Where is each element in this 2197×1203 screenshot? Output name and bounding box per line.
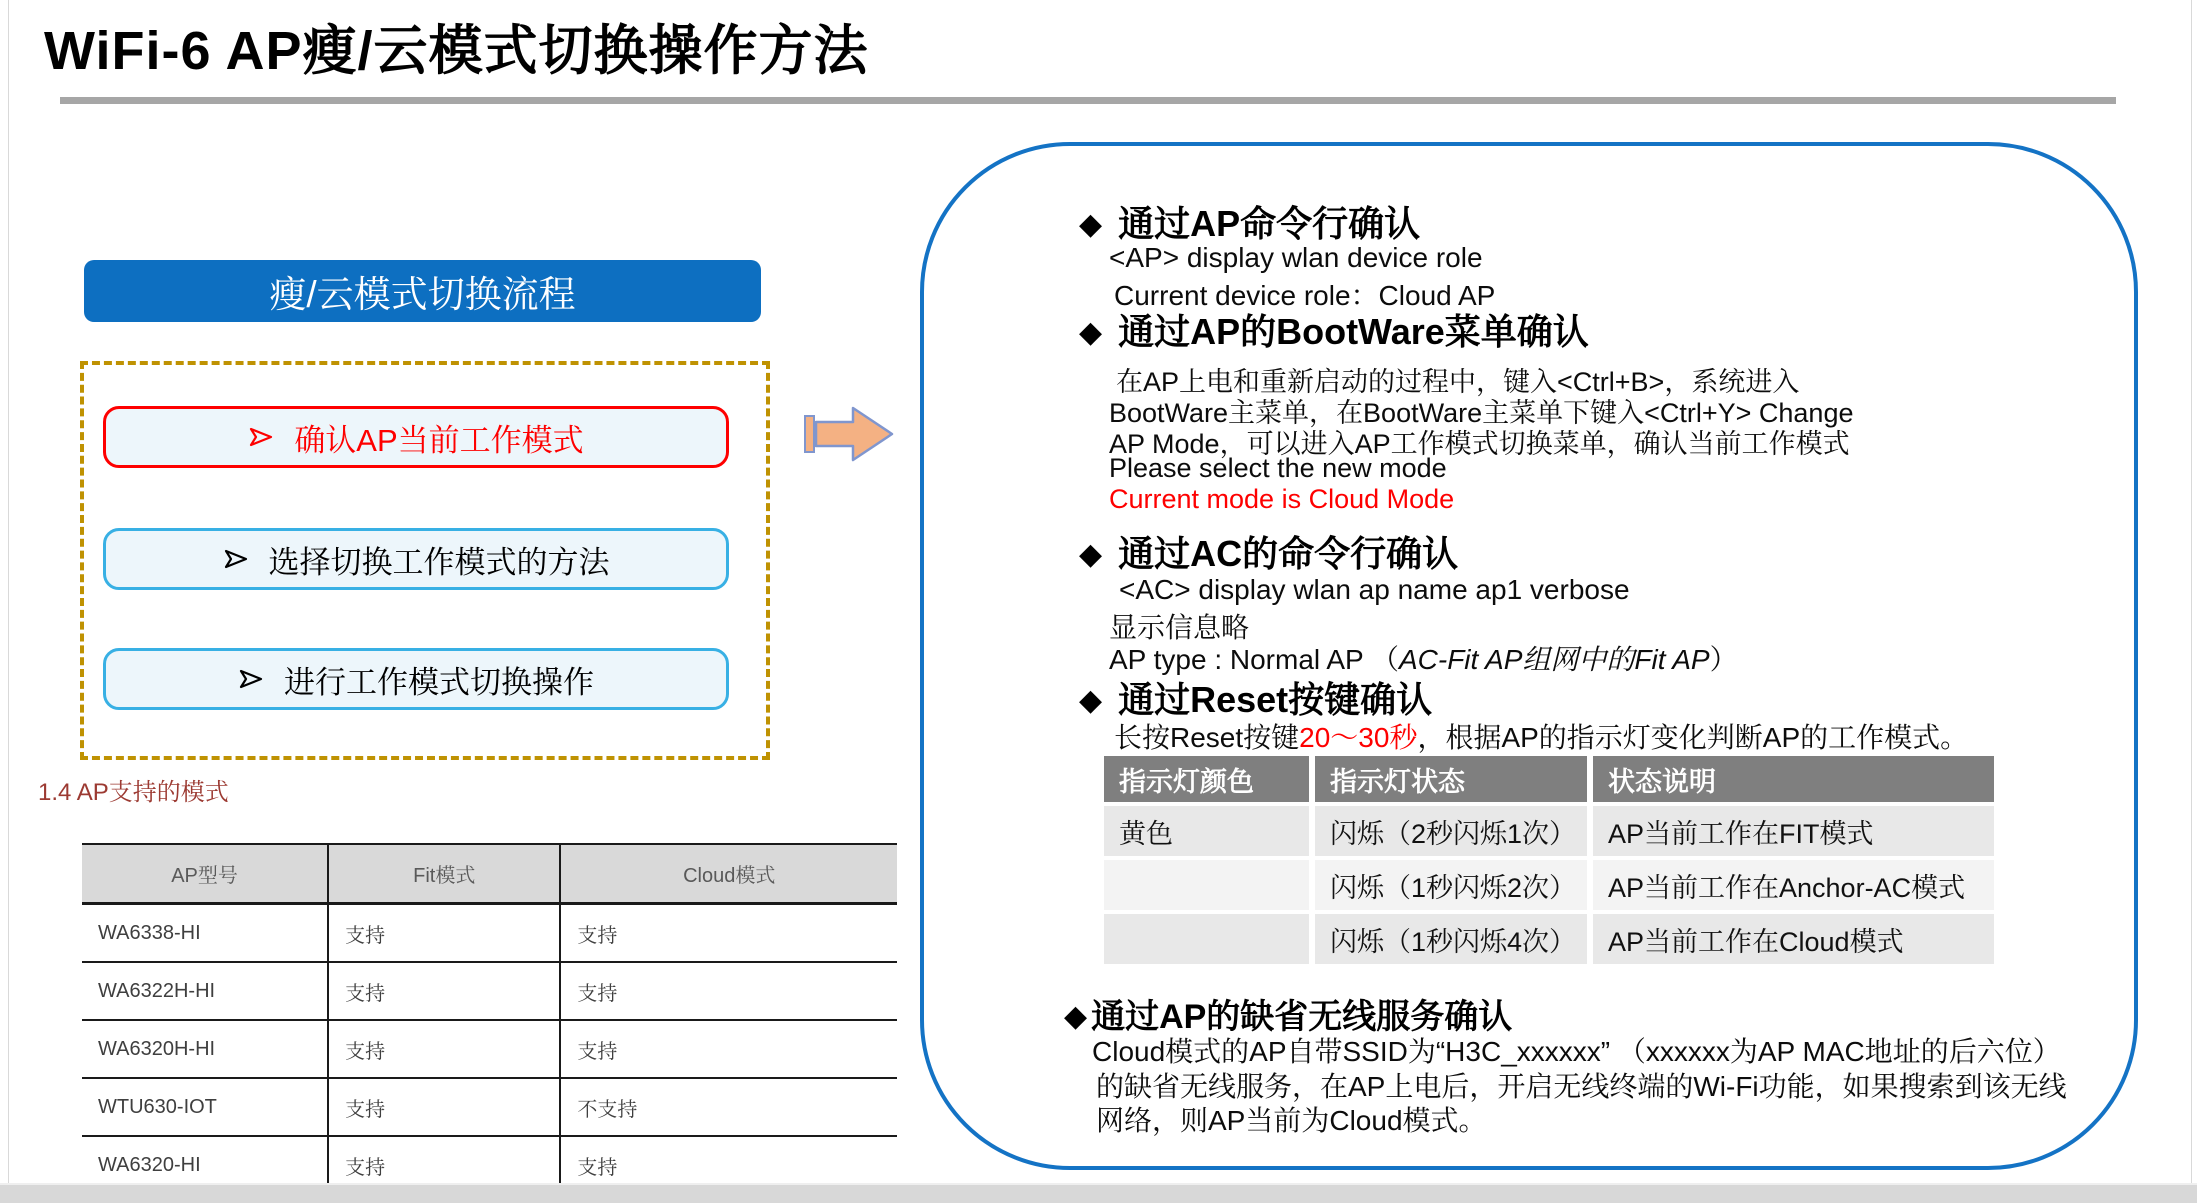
flow-arrow-icon <box>803 399 895 469</box>
reset-duration: 20～30秒 <box>1299 722 1418 753</box>
table-cell: 支持 <box>328 1136 560 1195</box>
table-row <box>82 962 897 1020</box>
section-heading-default-ssid: ◆ 通过AP的缺省无线服务确认 <box>1064 998 1513 1036</box>
table-cell <box>1104 860 1309 910</box>
ap-support-table <box>82 843 897 1196</box>
table-cell: AP当前工作在FIT模式 <box>1587 806 1994 856</box>
ssid-text-line: Cloud模式的AP自带SSID为“H3C_xxxxxx” （xxxxxx为AP MAC地址的后六位） <box>1092 1036 2061 1067</box>
slide-bottom-bar <box>0 1183 2197 1203</box>
section-heading-bootware: ◆ 通过AP的BootWare菜单确认 <box>1079 311 1589 352</box>
table-cell: 不支持 <box>560 1078 897 1136</box>
bootware-prompt-line: Please select the new mode <box>1109 453 1447 483</box>
arrow-bullet-icon <box>223 547 249 571</box>
table-cell: 闪烁（1秒闪烁4次） <box>1309 914 1587 964</box>
ap-cli-command: <AP> display wlan device role <box>1109 242 1483 273</box>
section-heading-reset: ◆ 通过Reset按键确认 <box>1079 679 1433 720</box>
reset-instruction: 长按Reset按键20～30秒，根据AP的指示灯变化判断AP的工作模式。 <box>1114 722 1969 753</box>
diamond-bullet-icon: ◆ <box>1079 208 1103 241</box>
table-cell <box>1104 914 1309 964</box>
support-caption: 1.4 AP支持的模式 <box>38 779 229 806</box>
diamond-bullet-icon: ◆ <box>1064 1000 1088 1033</box>
ssid-text-line: 的缺省无线服务，在AP上电后，开启无线终端的Wi-Fi功能，如果搜索到该无线 <box>1096 1071 2067 1102</box>
ac-cli-omitted: 显示信息略 <box>1109 612 1250 643</box>
led-indicator-table <box>1104 752 1994 968</box>
column-header: AP型号 <box>82 844 328 904</box>
table-row <box>1104 914 1994 964</box>
column-header: 指示灯颜色 <box>1104 756 1309 802</box>
column-header: Cloud模式 <box>560 844 897 904</box>
title-divider <box>60 97 2116 104</box>
table-cell: 支持 <box>560 904 897 963</box>
page-edge-right <box>2191 0 2192 1201</box>
ssid-text-line: 网络，则AP当前为Cloud模式。 <box>1096 1105 1487 1136</box>
table-cell: 闪烁（1秒闪烁2次） <box>1309 860 1587 910</box>
bootware-text-line: AP Mode，可以进入AP工作模式切换菜单，确认当前工作模式 <box>1109 429 1850 459</box>
table-cell: 支持 <box>328 1078 560 1136</box>
diamond-bullet-icon: ◆ <box>1079 316 1103 349</box>
ap-cli-result: Current device role：Cloud AP <box>1114 280 1496 311</box>
column-header: 状态说明 <box>1587 756 1994 802</box>
table-cell: 支持 <box>328 962 560 1020</box>
table-cell: AP当前工作在Cloud模式 <box>1587 914 1994 964</box>
bootware-current-mode-line: Current mode is Cloud Mode <box>1109 484 1455 514</box>
arrow-bullet-icon <box>238 667 264 691</box>
table-row <box>82 1020 897 1078</box>
table-cell: WA6338-HI <box>82 904 328 963</box>
column-header: 指示灯状态 <box>1309 756 1587 802</box>
table-row <box>1104 860 1994 910</box>
flow-step-switch-operation <box>103 648 729 710</box>
diamond-bullet-icon: ◆ <box>1079 538 1103 571</box>
table-row <box>82 1078 897 1136</box>
page-title: WiFi-6 AP瘦/云模式切换操作方法 <box>44 21 869 81</box>
diamond-bullet-icon: ◆ <box>1079 684 1103 717</box>
arrow-bullet-icon <box>248 425 274 449</box>
table-header-row <box>82 844 897 904</box>
table-cell: WA6320H-HI <box>82 1020 328 1078</box>
column-header: Fit模式 <box>328 844 560 904</box>
table-cell: 支持 <box>560 1020 897 1078</box>
flow-step-label: 确认AP当前工作模式 <box>294 422 584 458</box>
table-cell: WTU630-IOT <box>82 1078 328 1136</box>
table-cell: 支持 <box>560 1136 897 1195</box>
table-cell: WA6320-HI <box>82 1136 328 1195</box>
flow-step-choose-method <box>103 528 729 590</box>
ac-cli-command: <AC> display wlan ap name ap1 verbose <box>1119 574 1630 605</box>
table-cell: 支持 <box>328 1020 560 1078</box>
table-cell: AP当前工作在Anchor-AC模式 <box>1587 860 1994 910</box>
ap-type-note: AC-Fit AP组网中的Fit AP <box>1398 644 1710 675</box>
details-panel <box>920 142 2138 1170</box>
flow-step-confirm-mode <box>103 406 729 468</box>
table-row <box>1104 806 1994 856</box>
ac-cli-ap-type: AP type : Normal AP （AC-Fit AP组网中的Fit AP） <box>1109 644 1738 675</box>
table-cell: WA6322H-HI <box>82 962 328 1020</box>
flow-step-label: 选择切换工作模式的方法 <box>268 544 610 580</box>
flow-header: 瘦/云模式切换流程 <box>84 260 761 322</box>
table-header-row <box>1104 756 1994 802</box>
bootware-text-line: BootWare主菜单，在BootWare主菜单下键入<Ctrl+Y> Change <box>1109 398 1854 428</box>
table-cell: 支持 <box>560 962 897 1020</box>
page-edge-left <box>8 0 9 1201</box>
table-cell: 闪烁（2秒闪烁1次） <box>1309 806 1587 856</box>
flow-step-label: 进行工作模式切换操作 <box>284 664 594 700</box>
section-heading-ap-cli: ◆ 通过AP命令行确认 <box>1079 203 1421 244</box>
bootware-text-line: 在AP上电和重新启动的过程中，键入<Ctrl+B>，系统进入 <box>1116 367 1800 397</box>
table-cell: 支持 <box>328 904 560 963</box>
table-row <box>82 904 897 963</box>
section-heading-ac-cli: ◆ 通过AC的命令行确认 <box>1079 533 1459 574</box>
table-cell: 黄色 <box>1104 806 1309 856</box>
